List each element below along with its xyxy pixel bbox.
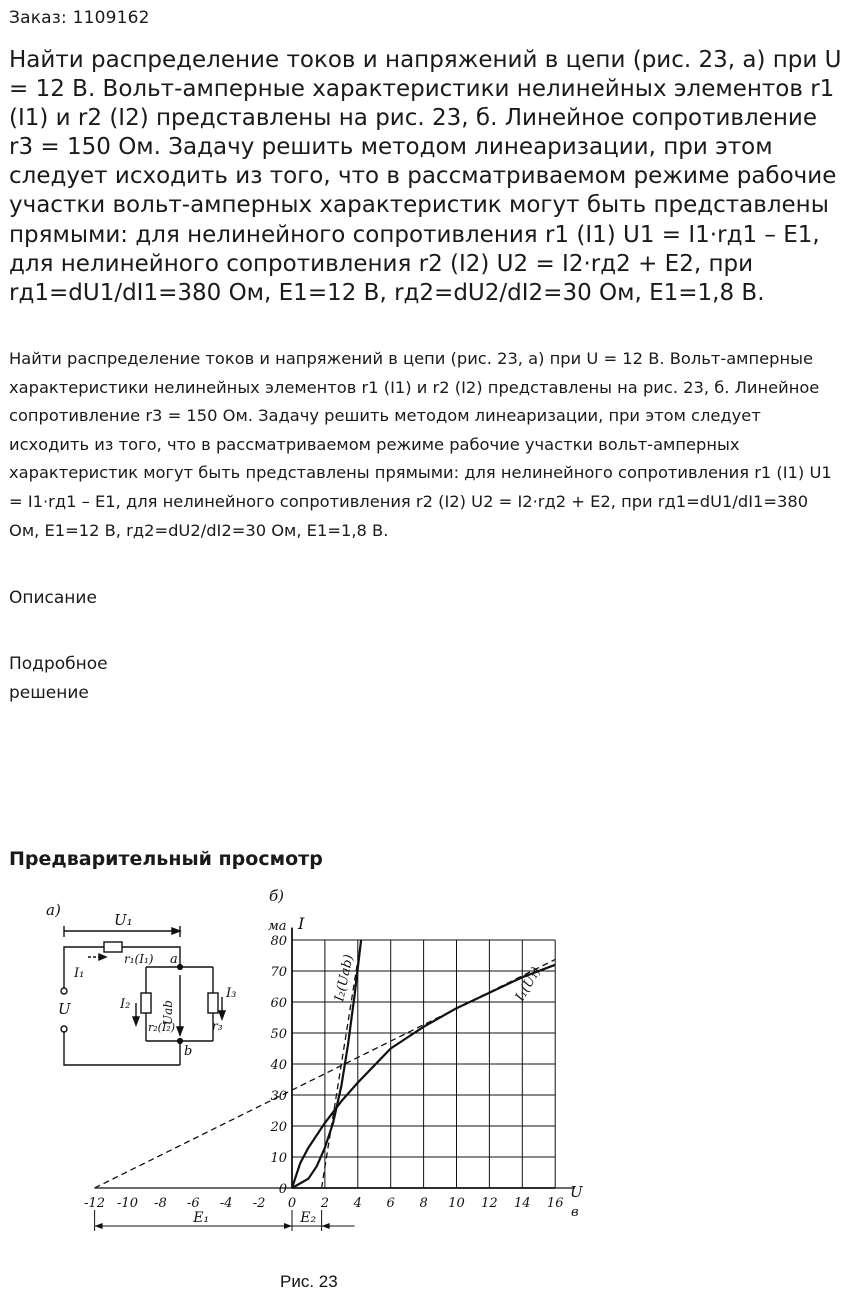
- x-tick-label: -2: [252, 1196, 266, 1211]
- u1-label: U₁: [114, 911, 133, 929]
- circuit-panel-label: а): [46, 901, 61, 919]
- e1-arrow-right: [284, 1223, 292, 1229]
- curve2-label: I₂(Uab): [332, 953, 357, 1003]
- x-tick-label: 16: [546, 1196, 564, 1211]
- x-tick-label: 10: [448, 1196, 465, 1211]
- i3-arrowhead: [219, 1011, 225, 1019]
- y-unit-label: ма: [268, 919, 287, 934]
- i2-arrowhead: [133, 1017, 139, 1025]
- figure-caption: Рис. 23: [280, 1272, 338, 1290]
- order-number: Заказ: 1109162: [9, 8, 150, 28]
- y-tick-label: 10: [270, 1151, 287, 1166]
- x-tick-label: 0: [287, 1196, 297, 1211]
- uab-arrowhead: [177, 1027, 183, 1035]
- figure-23: [40, 885, 600, 1290]
- e2-label: E₂: [300, 1210, 317, 1226]
- x-unit-label: в: [571, 1205, 579, 1220]
- node-b-label: b: [184, 1044, 193, 1059]
- r2-label: r₂(I₂): [148, 1021, 176, 1034]
- x-tick-label: -8: [154, 1196, 167, 1211]
- e1-arrow-left: [95, 1223, 103, 1229]
- y-tick-label: 60: [270, 996, 287, 1011]
- y-axis-label: I: [298, 914, 305, 933]
- x-tick-label: 8: [419, 1196, 428, 1211]
- x-tick-label: -6: [186, 1196, 200, 1211]
- x-tick-label: 4: [353, 1196, 362, 1211]
- e2-arrow: [322, 1223, 330, 1229]
- y-tick-label: 30: [270, 1089, 287, 1104]
- iv-graph: [84, 887, 584, 1231]
- u-label: U: [58, 1000, 71, 1018]
- i1-arrowhead: [99, 954, 106, 960]
- preview-title: Предварительный просмотр: [9, 848, 323, 870]
- wire-bottom: [64, 1032, 180, 1065]
- graph-ticks: [84, 934, 563, 1211]
- problem-body: Найти распределение токов и напряжений в цепи (рис. 23, а) при U = 12 В. Вольт-амперные характеристики нелинейных элементов r1 (I1) и r2 (I2) представлены на рис. 23, б. Линейное сопротивление r3 = 150 Ом. Задачу решить методом линеаризации, при этом следует исходить из того, что в рассматриваемом режиме рабочие участки вольт-амперных характеристик могут быть представлены прямыми: для нелинейного сопротивления r1 (I1) U1 = I1·rд1 – E1, для нелинейного сопротивления r2 (I2) U2 = I2·rд2 + E2, при rд1=dU1/dI1=380 Ом, E1=12 В, rд2=dU2/dI2=30 Ом, E1=1,8 В.: [9, 349, 832, 540]
- x-tick-label: 14: [514, 1196, 531, 1211]
- problem-heading: Найти распределение токов и напряжений в цепи (рис. 23, а) при U = 12 В. Вольт-амперные характеристики нелинейных элементов r1 (I1) и r2 (I2) представлены на рис. 23, б. Линейное сопротивление r3 = 150 Ом. Задачу решить методом линеаризации, при этом следует исходить из того, что в рассматриваемом режиме рабочие участки вольт-амперных характеристик могут быть представлены прямыми: для нелинейного сопротивления r1 (I1) U1 = I1·rд1 – E1, для нелинейного сопротивления r2 (I2) U2 = I2·rд2 + E2, при rд1=dU1/dI1=380 Ом, E1=12 В, rд2=dU2/dI2=30 Ом, E1=1,8 В.: [9, 47, 842, 306]
- y-tick-label: 0: [278, 1182, 287, 1197]
- node-a-label: a: [170, 952, 178, 967]
- i2-label: I₂: [120, 997, 131, 1012]
- description-link[interactable]: Описание: [9, 588, 97, 608]
- y-tick-label: 40: [270, 1058, 287, 1073]
- circuit-diagram: [46, 901, 236, 1065]
- x-tick-label: -12: [84, 1196, 106, 1211]
- x-axis-label: U: [570, 1183, 583, 1201]
- x-tick-label: -10: [117, 1196, 138, 1211]
- u1-arrowhead: [172, 928, 180, 934]
- r2-resistor: [141, 993, 151, 1013]
- x-tick-label: -4: [219, 1196, 233, 1211]
- e1-label: E₁: [193, 1210, 210, 1226]
- r3-label: r₃: [212, 1019, 223, 1033]
- x-tick-label: 12: [481, 1196, 498, 1211]
- graph-panel-label: б): [269, 887, 285, 905]
- r1-label: r₁(I₁): [124, 952, 154, 966]
- y-tick-label: 50: [270, 1027, 287, 1042]
- curve1-label: I₁(U₁): [512, 964, 545, 1004]
- i3-label: I₃: [226, 986, 237, 1001]
- x-tick-label: 2: [320, 1196, 330, 1211]
- y-tick-label: 20: [270, 1120, 287, 1135]
- uab-label: Uab: [161, 1000, 175, 1025]
- r1-resistor: [104, 942, 122, 952]
- x-tick-label: 6: [386, 1196, 395, 1211]
- terminal-bottom: [61, 1026, 67, 1032]
- y-tick-label: 70: [270, 965, 287, 980]
- r3-resistor: [208, 993, 218, 1013]
- node-b: [178, 1039, 183, 1044]
- i1-label: I₁: [74, 966, 85, 981]
- terminal-top: [61, 988, 67, 994]
- detailed-solution-link[interactable]: Подробное решение: [9, 654, 108, 703]
- y-tick-label: 80: [270, 934, 287, 949]
